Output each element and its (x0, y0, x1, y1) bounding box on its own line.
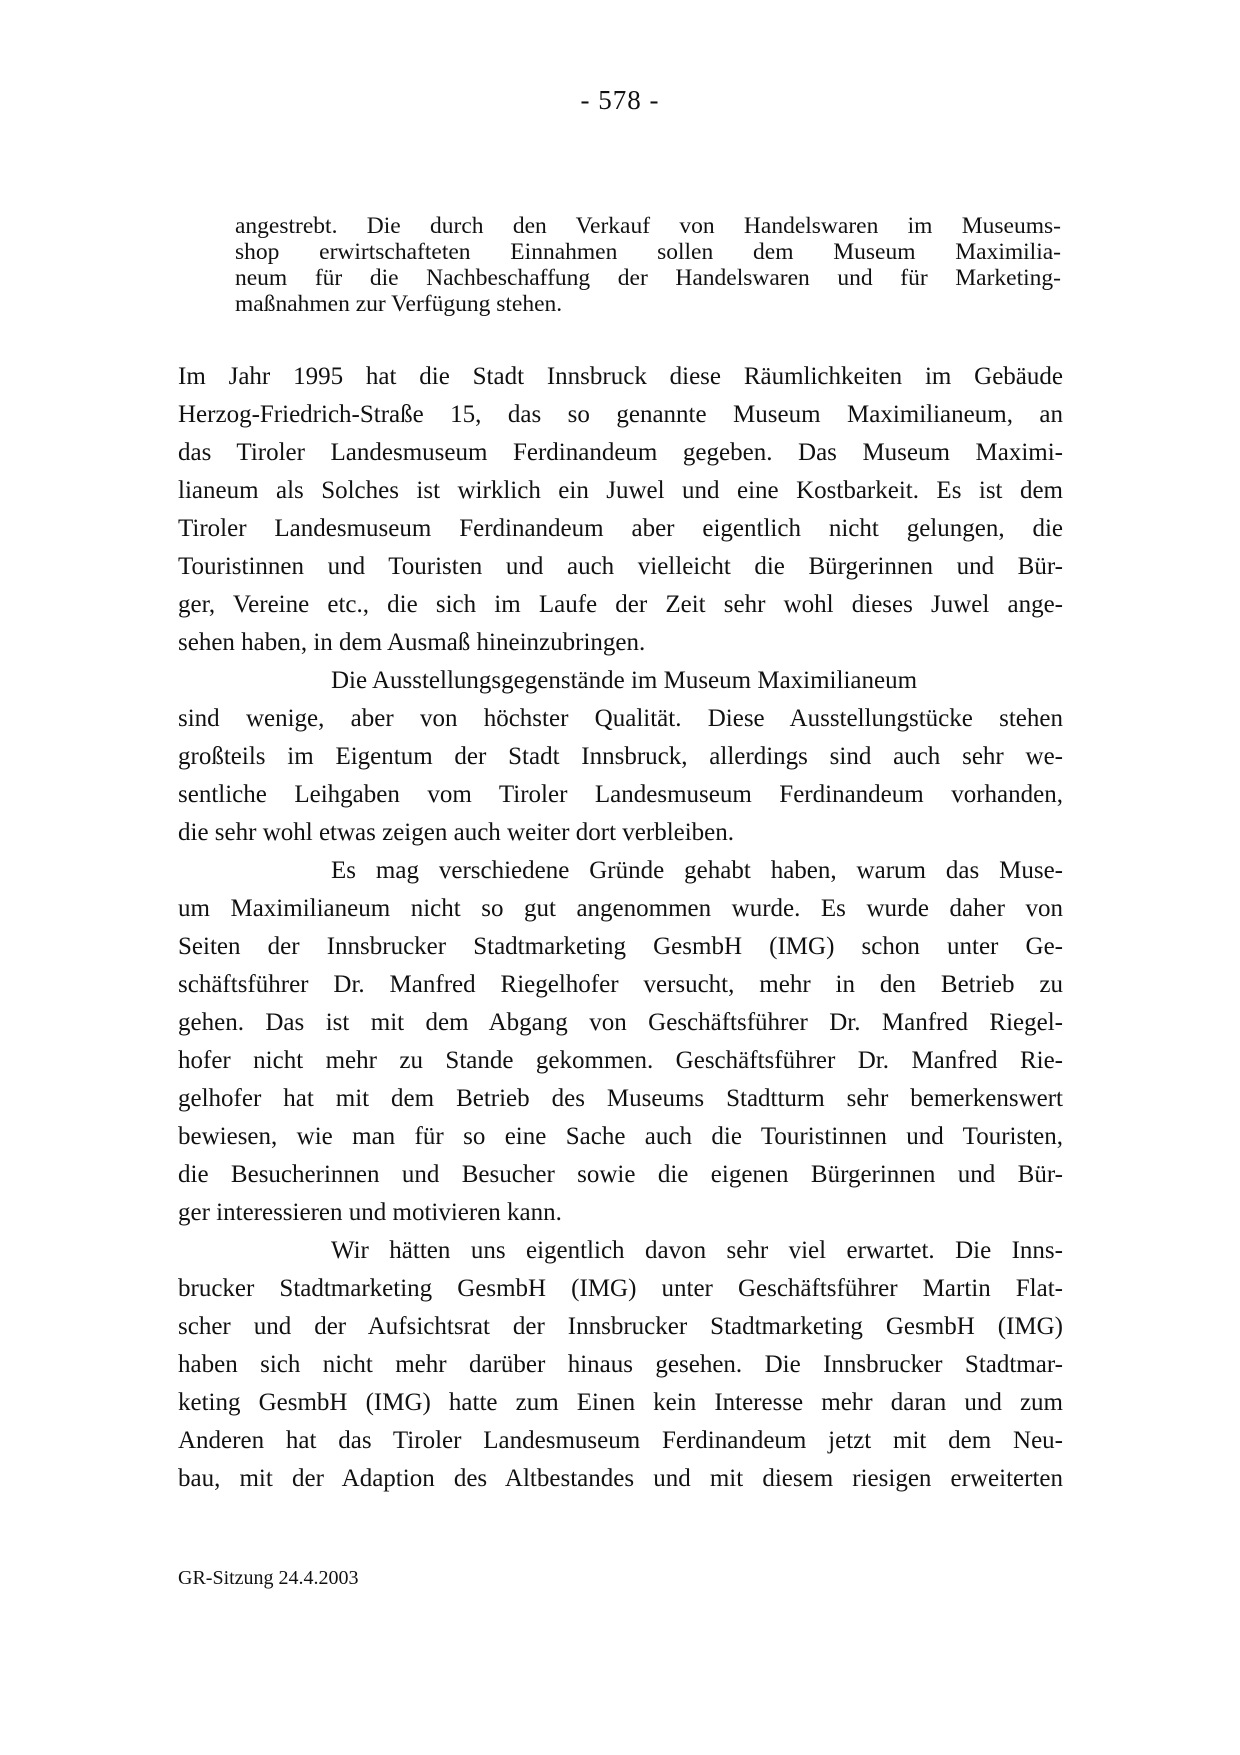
text-line: Im Jahr 1995 hat die Stadt Innsbruck diese Räumlichkeiten im Gebäude (178, 363, 1063, 390)
footer-session-label: GR-Sitzung 24.4.2003 (178, 1567, 359, 1589)
text-line: hofer nicht mehr zu Stande gekommen. Geschäftsführer Dr. Manfred Rie- (178, 1047, 1063, 1074)
text-line: die Besucherinnen und Besucher sowie die eigenen Bürgerinnen und Bür- (178, 1161, 1063, 1188)
text-line: bau, mit der Adaption des Altbestandes und mit diesem riesigen erweiterten (178, 1465, 1063, 1492)
text-line: haben sich nicht mehr darüber hinaus gesehen. Die Innsbrucker Stadtmar- (178, 1351, 1063, 1378)
text-line: Die Ausstellungsgegenstände im Museum Maximilianeum (331, 667, 918, 694)
text-line: großteils im Eigentum der Stadt Innsbruck, allerdings sind auch sehr we- (178, 743, 1063, 770)
text-line: gelhofer hat mit dem Betrieb des Museums Stadtturm sehr bemerkenswert (178, 1085, 1063, 1112)
text-line: brucker Stadtmarketing GesmbH (IMG) unter Geschäftsführer Martin Flat- (178, 1275, 1063, 1302)
text-line: scher und der Aufsichtsrat der Innsbrucker Stadtmarketing GesmbH (IMG) (178, 1313, 1063, 1340)
text-line: keting GesmbH (IMG) hatte zum Einen kein Interesse mehr daran und zum (178, 1389, 1063, 1416)
text-line: um Maximilianeum nicht so gut angenommen wurde. Es wurde daher von (178, 895, 1063, 922)
text-line: shop erwirtschafteten Einnahmen sollen dem Museum Maximilia- (235, 239, 1061, 265)
body-text (178, 358, 1063, 1498)
indented-quote-paragraph (235, 213, 1061, 317)
text-line: die sehr wohl etwas zeigen auch weiter dort verbleiben. (178, 819, 735, 846)
text-line: ger, Vereine etc., die sich im Laufe der Zeit sehr wohl dieses Juwel ange- (178, 591, 1063, 618)
text-line: Tiroler Landesmuseum Ferdinandeum aber eigentlich nicht gelungen, die (178, 515, 1063, 542)
text-line: sentliche Leihgaben vom Tiroler Landesmuseum Ferdinandeum vorhanden, (178, 781, 1063, 808)
text-line: angestrebt. Die durch den Verkauf von Handelswaren im Museums- (235, 213, 1061, 239)
text-line: sind wenige, aber von höchster Qualität. Diese Ausstellungstücke stehen (178, 705, 1063, 732)
text-line: sehen haben, in dem Ausmaß hineinzubringen. (178, 629, 646, 656)
text-line: lianeum als Solches ist wirklich ein Juwel und eine Kostbarkeit. Es ist dem (178, 477, 1063, 504)
text-line: Touristinnen und Touristen und auch vielleicht die Bürgerinnen und Bür- (178, 553, 1063, 580)
text-line: neum für die Nachbeschaffung der Handelswaren und für Marketing- (235, 265, 1061, 291)
text-line: maßnahmen zur Verfügung stehen. (235, 291, 563, 317)
text-line: bewiesen, wie man für so eine Sache auch die Touristinnen und Touristen, (178, 1123, 1063, 1150)
text-line: ger interessieren und motivieren kann. (178, 1199, 562, 1226)
text-line: Anderen hat das Tiroler Landesmuseum Ferdinandeum jetzt mit dem Neu- (178, 1427, 1063, 1454)
text-line: Seiten der Innsbrucker Stadtmarketing GesmbH (IMG) schon unter Ge- (178, 933, 1063, 960)
text-line: Es mag verschiedene Gründe gehabt haben, warum das Muse- (331, 857, 1063, 884)
page-number: - 578 - (580, 85, 660, 115)
text-line: schäftsführer Dr. Manfred Riegelhofer versucht, mehr in den Betrieb zu (178, 971, 1063, 998)
text-line: gehen. Das ist mit dem Abgang von Geschäftsführer Dr. Manfred Riegel- (178, 1009, 1063, 1036)
text-line: Wir hätten uns eigentlich davon sehr viel erwartet. Die Inns- (331, 1237, 1063, 1264)
text-line: das Tiroler Landesmuseum Ferdinandeum gegeben. Das Museum Maximi- (178, 439, 1063, 466)
text-line: Herzog-Friedrich-Straße 15, das so genannte Museum Maximilianeum, an (178, 401, 1063, 428)
